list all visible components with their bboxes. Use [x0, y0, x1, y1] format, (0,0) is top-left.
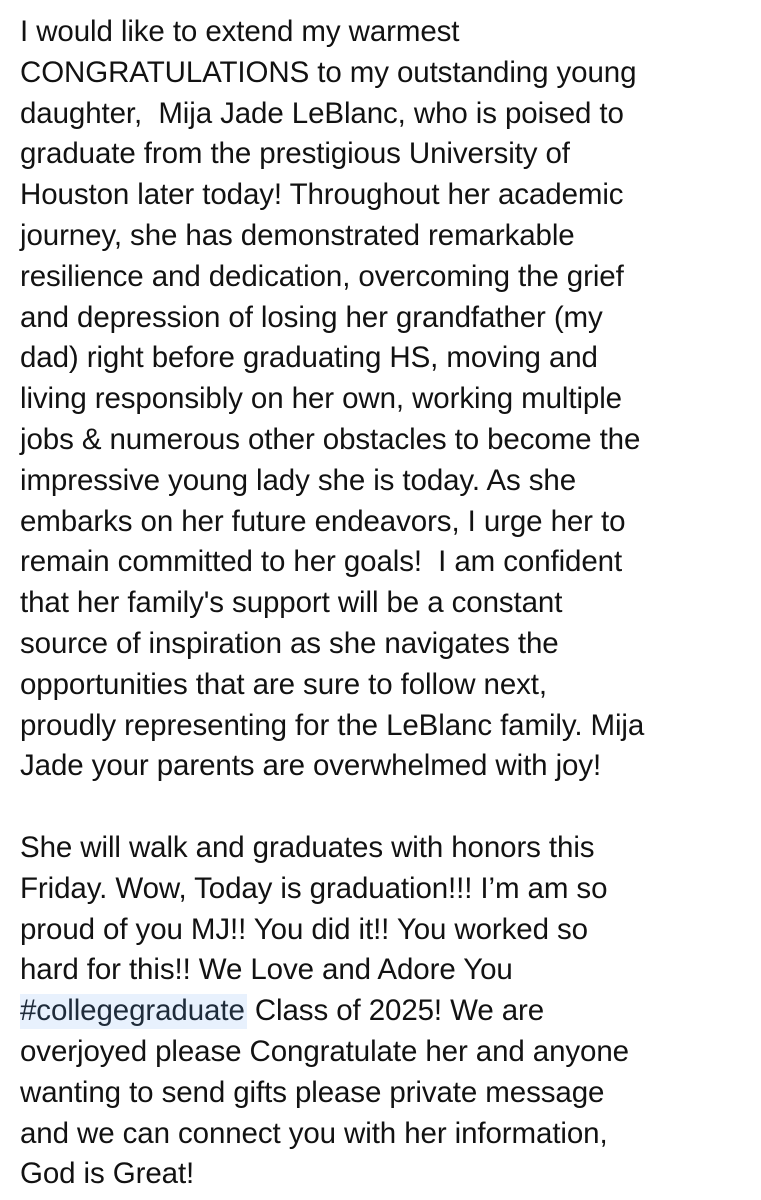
- post-paragraph-1: [20, 12, 761, 787]
- hashtag-line: [20, 991, 761, 1032]
- text-line: daughter, Mija Jade LeBlanc, who is poised to: [20, 96, 624, 130]
- text-line: remain committed to her goals! I am confident: [20, 545, 623, 579]
- text-line: Jade your parents are overwhelmed with joy!: [20, 749, 602, 783]
- text-line: and depression of losing her grandfather (my: [20, 300, 603, 334]
- text-line: overjoyed please Congratulate her and anyone: [20, 1034, 629, 1068]
- text-line: living responsibly on her own, working multiple: [20, 382, 622, 416]
- text-line: source of inspiration as she navigates the: [20, 626, 559, 660]
- text-line: impressive young lady she is today. As she: [20, 463, 577, 497]
- text-line: Friday. Wow, Today is graduation!!! I’m am so: [20, 871, 608, 905]
- text-line: God is Great!: [20, 1157, 195, 1191]
- text-line: journey, she has demonstrated remarkable: [20, 218, 575, 252]
- text-line: proudly representing for the LeBlanc family. Mija: [20, 708, 645, 742]
- text-line: opportunities that are sure to follow next,: [20, 667, 548, 701]
- text-line: hard for this!! We Love and Adore You: [20, 953, 513, 987]
- paragraph-break: [20, 787, 761, 828]
- text-line: I would like to extend my warmest: [20, 15, 460, 48]
- text-line: dad) right before graduating HS, moving and: [20, 341, 598, 375]
- text-line: jobs & numerous other obstacles to become the: [20, 422, 641, 456]
- text-line: CONGRATULATIONS to my outstanding young: [20, 55, 637, 89]
- text-line: and we can connect you with her information,: [20, 1116, 608, 1150]
- hashtag-link[interactable]: #collegegraduate: [20, 994, 245, 1028]
- post-paragraph-2: [20, 828, 761, 1195]
- text-line: wanting to send gifts please private message: [20, 1075, 605, 1109]
- text-line: that her family's support will be a constant: [20, 586, 563, 620]
- text-line: She will walk and graduates with honors this: [20, 830, 595, 864]
- hashtag-line-rest: Class of 2025! We are: [246, 994, 545, 1028]
- text-line: resilience and dedication, overcoming the grief: [20, 259, 624, 293]
- text-line: Houston later today! Throughout her academic: [20, 178, 624, 212]
- text-line: embarks on her future endeavors, I urge her to: [20, 504, 626, 538]
- text-line: proud of you MJ!! You did it!! You worked so: [20, 912, 588, 946]
- text-line: graduate from the prestigious University of: [20, 137, 570, 171]
